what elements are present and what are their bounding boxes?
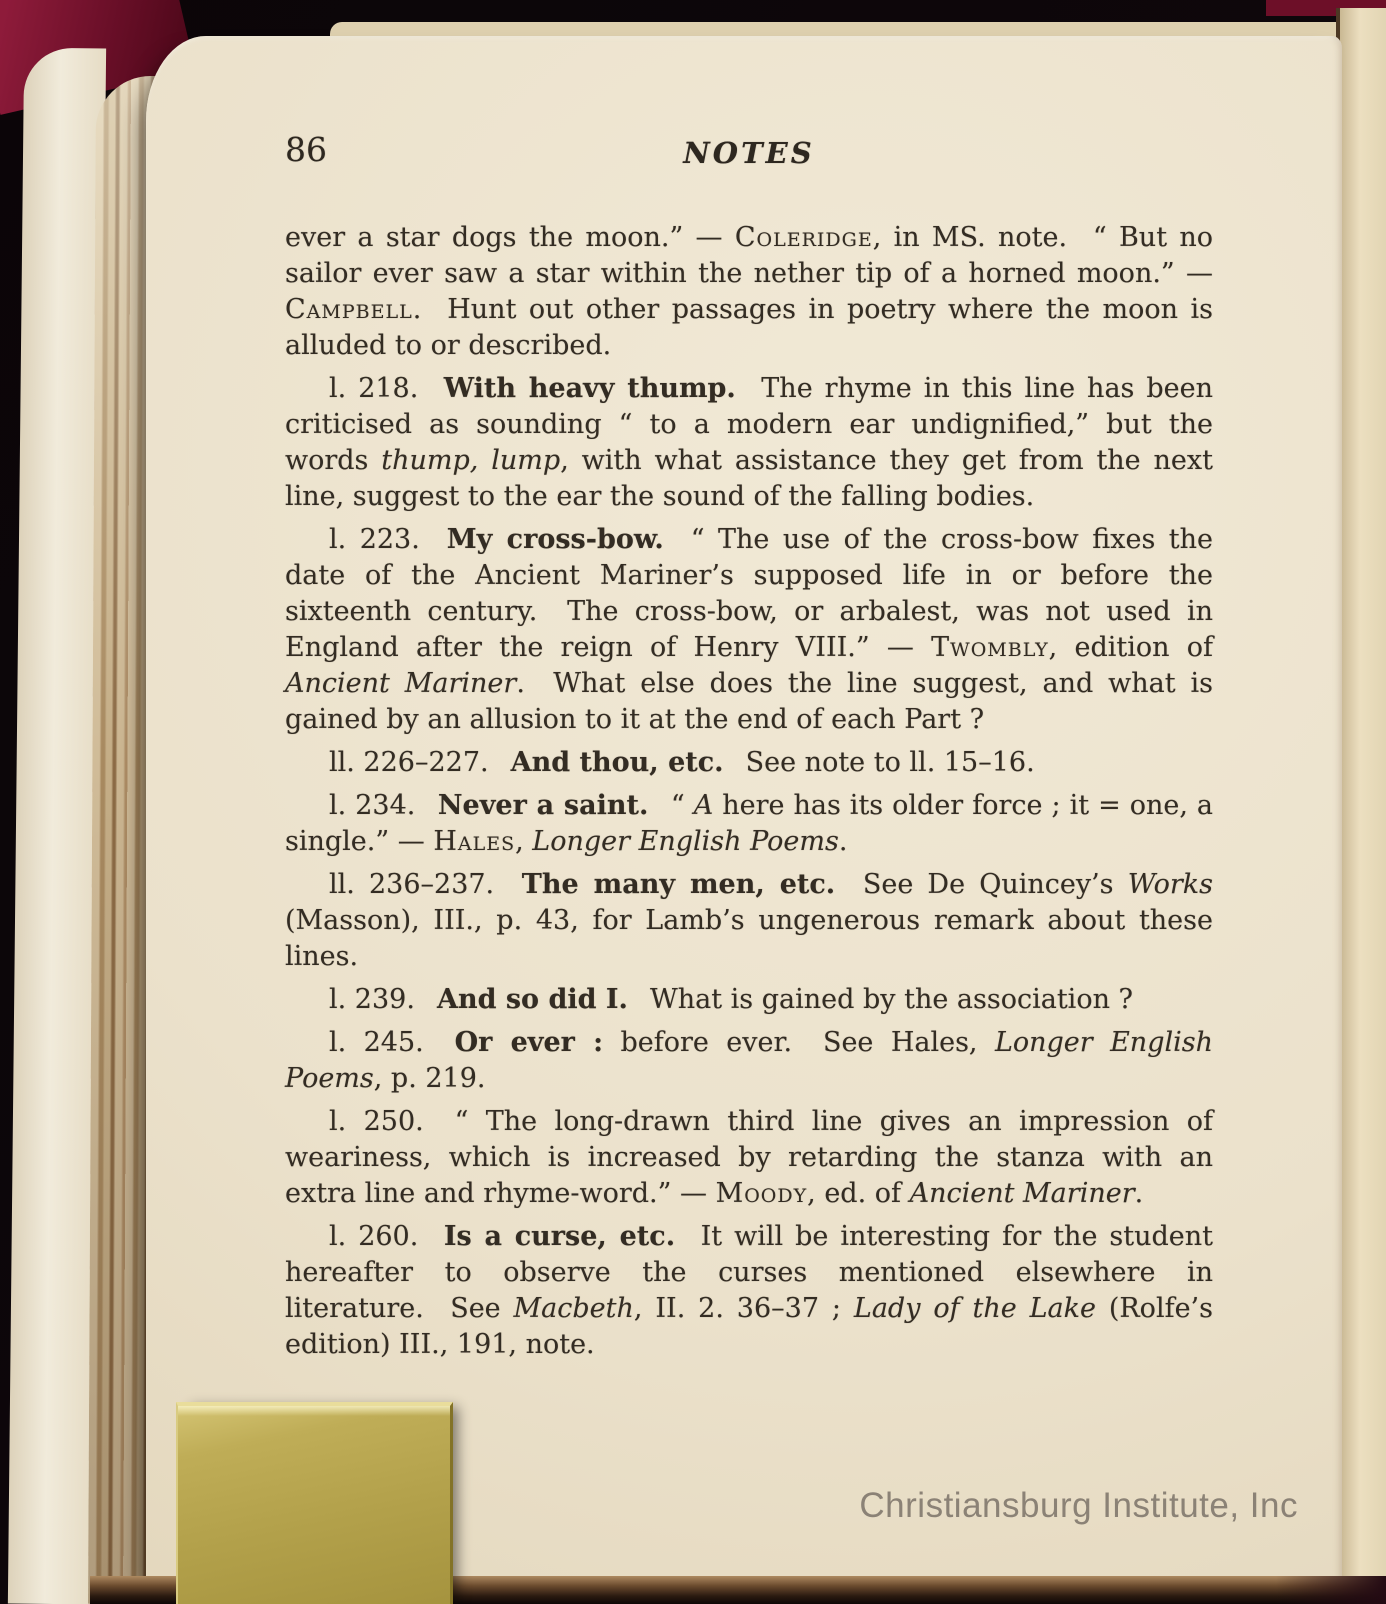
note-segment: . Hunt out other passages in poetry where the moon is alluded to or described.: [285, 294, 1213, 361]
note-segment: ever a star dogs the moon.” —: [285, 222, 735, 253]
note-segment: With heavy thump.: [443, 373, 736, 404]
note-segment: Never a saint.: [437, 790, 649, 821]
page-behind-crease: [1336, 8, 1386, 1582]
note-segment: thump, lump: [381, 445, 561, 476]
note-segment: “ The use of the cross-bow fixes the date of the Ancient Mariner’s supposed life in or before the sixteenth century. The cross-bow, or arbalest, was not used in England after the reign of Henry VIII.” —: [285, 524, 1213, 663]
note-segment: A: [693, 790, 714, 821]
note-paragraph: [285, 867, 1213, 975]
note-segment: The rhyme in this line has been criticised as sounding “ to a modern ear undignified,” but the words: [285, 373, 1213, 476]
note-paragraph: [285, 522, 1213, 738]
note-paragraph: [285, 220, 1213, 364]
note-segment: Longer English Poems: [532, 826, 839, 857]
note-segment: See De Quincey’s: [835, 869, 1128, 900]
note-segment: l. 260.: [329, 1221, 444, 1252]
note-segment: , II. 2. 36–37 ;: [633, 1293, 854, 1324]
note-segment: l. 223.: [329, 524, 447, 555]
note-segment: (Masson), III., p. 43, for Lamb’s ungenerous remark about these lines.: [285, 905, 1213, 972]
note-segment: Lady of the Lake: [853, 1293, 1096, 1324]
note-segment: before ever. See Hales,: [603, 1027, 995, 1058]
note-paragraph: [285, 1025, 1213, 1097]
note-segment: ll. 236–237.: [329, 869, 522, 900]
note-segment: Moody: [715, 1178, 808, 1209]
note-segment: , ed. of: [807, 1178, 910, 1209]
note-segment: (Rolfe’s edition) III., 191, note.: [285, 1293, 1213, 1360]
note-segment: The many men, etc.: [521, 869, 836, 900]
note-segment: Or ever :: [454, 1027, 604, 1058]
note-segment: l. 250. “ The long-drawn third line gives an impression of weariness, which is increased by retarding the stanza with an extra line and rhyme-word.” —: [285, 1106, 1213, 1209]
note-segment: “: [648, 790, 694, 821]
note-paragraph: [285, 371, 1213, 515]
note-segment: l. 239.: [329, 984, 437, 1015]
page-number: 86: [285, 130, 327, 169]
note-segment: It will be interesting for the student hereafter to observe the curses mentioned elsewhere in literature. See: [285, 1221, 1214, 1324]
note-segment: And so did I.: [437, 984, 628, 1015]
note-segment: here has its older force ; it = one, a single.” —: [285, 790, 1213, 857]
note-segment: l. 218.: [329, 373, 444, 404]
note-segment: , in MS. note. “ But no sailor ever saw a star within the nether tip of a horned moon.” —: [285, 222, 1214, 289]
note-paragraph: [285, 788, 1213, 860]
note-segment: , with what assistance they get from the next line, suggest to the ear the sound of the falling bodies.: [285, 445, 1213, 512]
note-segment: Twombly: [931, 632, 1049, 663]
note-segment: Hales: [433, 826, 516, 857]
note-segment: My cross-bow.: [446, 524, 664, 555]
note-segment: Macbeth: [513, 1293, 634, 1324]
note-paragraph: [285, 1219, 1213, 1363]
note-segment: .: [1134, 1178, 1144, 1209]
note-paragraph: [285, 1104, 1213, 1212]
note-segment: Ancient Mariner: [285, 668, 517, 699]
note-segment: .: [838, 826, 848, 857]
note-segment: Ancient Mariner: [909, 1178, 1135, 1209]
watermark: Christiansburg Institute, Inc: [859, 1486, 1298, 1525]
note-paragraph: [285, 982, 1213, 1018]
running-head: NOTES: [683, 136, 815, 170]
note-segment: And thou, etc.: [510, 747, 724, 778]
note-paragraph: [285, 745, 1213, 781]
note-segment: See note to ll. 15–16.: [723, 747, 1035, 778]
note-segment: Campbell: [285, 294, 413, 325]
note-segment: ,: [515, 826, 533, 857]
note-segment: . What else does the line suggest, and what is gained by an allusion to it at the end of each Part ?: [285, 668, 1213, 735]
note-segment: Works: [1127, 869, 1213, 900]
note-segment: What is gained by the association ?: [627, 984, 1134, 1015]
note-segment: ll. 226–227.: [329, 747, 511, 778]
note-segment: , p. 219.: [373, 1063, 486, 1094]
note-segment: Coleridge: [734, 222, 873, 253]
notes-text: [285, 220, 1213, 1370]
note-segment: , edition of: [1048, 632, 1213, 663]
brass-clip: [176, 1402, 453, 1604]
note-segment: Longer English Poems: [285, 1027, 1213, 1094]
note-segment: Is a curse, etc.: [443, 1221, 676, 1252]
note-segment: l. 234.: [329, 790, 438, 821]
note-segment: l. 245.: [329, 1027, 455, 1058]
